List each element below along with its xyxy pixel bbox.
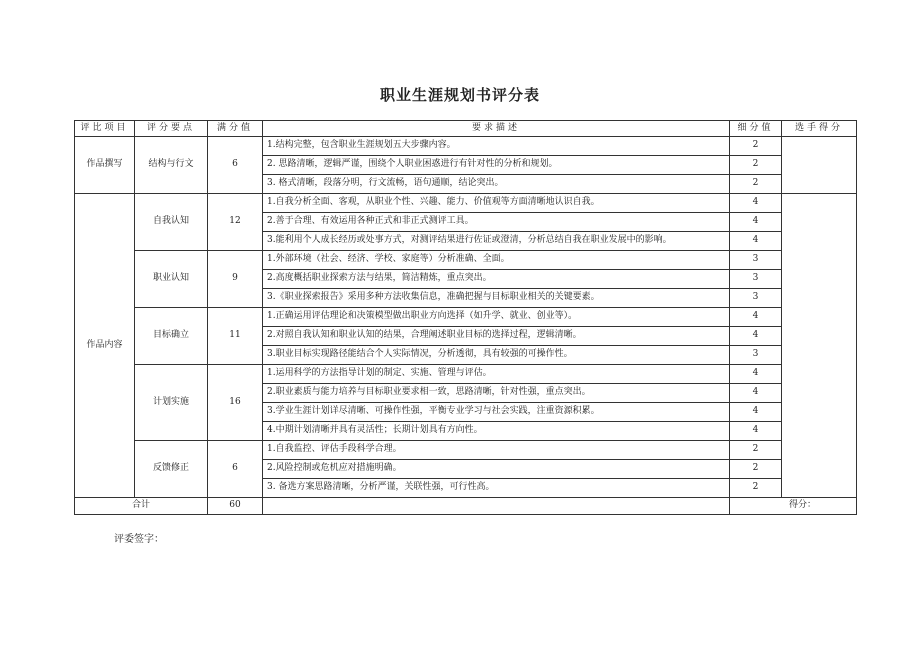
requirement-cell: 3. 备选方案思路清晰，分析严谨，关联性强，可行性高。	[263, 479, 730, 498]
table-row	[75, 308, 857, 327]
sub-score-cell: 2	[730, 156, 782, 175]
points-cell: 结构与行文	[135, 137, 208, 194]
requirement-cell: 3.能利用个人成长经历或处事方式，对测评结果进行佐证或澄清，分析总结自我在职业发展中的影响。	[263, 232, 730, 251]
sub-score-cell: 4	[730, 403, 782, 422]
sub-score-cell: 3	[730, 270, 782, 289]
table-row	[75, 137, 857, 156]
requirement-cell: 1.自我监控、评估手段科学合理。	[263, 441, 730, 460]
points-cell: 职业认知	[135, 251, 208, 308]
total-label: 合计	[75, 498, 208, 515]
requirement-cell: 3. 格式清晰，段落分明，行文流畅，语句通顺，结论突出。	[263, 175, 730, 194]
sub-score-cell: 4	[730, 327, 782, 346]
header-requirement: 要求描述	[263, 121, 730, 137]
header-player-score: 选手得分	[782, 121, 857, 137]
sub-score-cell: 4	[730, 308, 782, 327]
score-table	[74, 120, 857, 515]
points-cell: 计划实施	[135, 365, 208, 441]
sub-score-cell: 4	[730, 232, 782, 251]
requirement-cell: 2.善于合理、有效运用各种正式和非正式测评工具。	[263, 213, 730, 232]
project-cell: 作品撰写	[75, 137, 135, 194]
total-row	[75, 498, 857, 515]
sub-score-cell: 3	[730, 346, 782, 365]
sub-score-cell: 3	[730, 251, 782, 270]
table-row	[75, 194, 857, 213]
header-project: 评比项目	[75, 121, 135, 137]
total-blank	[263, 498, 730, 515]
total-value: 60	[208, 498, 263, 515]
full-score-cell: 6	[208, 137, 263, 194]
full-score-cell: 11	[208, 308, 263, 365]
sub-score-cell: 3	[730, 289, 782, 308]
requirement-cell: 1.自我分析全面、客观，从职业个性、兴趣、能力、价值观等方面清晰地认识自我。	[263, 194, 730, 213]
project-cell: 作品内容	[75, 194, 135, 498]
requirement-cell: 2.风险控制或危机应对措施明确。	[263, 460, 730, 479]
sub-score-cell: 2	[730, 175, 782, 194]
requirement-cell: 3.学业生涯计划详尽清晰、可操作性强，平衡专业学习与社会实践，注重资源积累。	[263, 403, 730, 422]
requirement-cell: 2.高度概括职业探索方法与结果，简洁精炼，重点突出。	[263, 270, 730, 289]
requirement-cell: 1.正确运用评估理论和决策模型做出职业方向选择（如升学、就业、创业等）。	[263, 308, 730, 327]
header-full-score: 满分值	[208, 121, 263, 137]
player-score-cell[interactable]	[782, 137, 857, 194]
sub-score-cell: 4	[730, 365, 782, 384]
full-score-cell: 9	[208, 251, 263, 308]
requirement-cell: 2.职业素质与能力培养与目标职业要求相一致，思路清晰，针对性强，重点突出。	[263, 384, 730, 403]
points-cell: 反馈修正	[135, 441, 208, 498]
sub-score-cell: 4	[730, 213, 782, 232]
page-title: 职业生涯规划书评分表	[379, 86, 540, 104]
sub-score-cell: 2	[730, 479, 782, 498]
requirement-cell: 3.《职业探索报告》采用多种方法收集信息，准确把握与目标职业相关的关键要素。	[263, 289, 730, 308]
header-points: 评分要点	[135, 121, 208, 137]
full-score-cell: 6	[208, 441, 263, 498]
points-cell: 自我认知	[135, 194, 208, 251]
header-row	[75, 121, 857, 137]
score-table-body	[75, 121, 857, 515]
sub-score-cell: 2	[730, 460, 782, 479]
score-label[interactable]: 得分：	[730, 498, 857, 515]
requirement-cell: 4.中期计划清晰并具有灵活性；长期计划具有方向性。	[263, 422, 730, 441]
table-row	[75, 441, 857, 460]
requirement-cell: 2. 思路清晰，逻辑严谨，围绕个人职业困惑进行有针对性的分析和规划。	[263, 156, 730, 175]
requirement-cell: 1.运用科学的方法指导计划的制定、实施、管理与评估。	[263, 365, 730, 384]
requirement-cell: 1.外部环境（社会、经济、学校、家庭等）分析准确、全面。	[263, 251, 730, 270]
requirement-cell: 2.对照自我认知和职业认知的结果，合理阐述职业目标的选择过程，逻辑清晰。	[263, 327, 730, 346]
sub-score-cell: 2	[730, 441, 782, 460]
table-row	[75, 251, 857, 270]
header-sub-score: 细分值	[730, 121, 782, 137]
requirement-cell: 1.结构完整，包含职业生涯规划五大步骤内容。	[263, 137, 730, 156]
sub-score-cell: 4	[730, 422, 782, 441]
player-score-cell[interactable]	[782, 194, 857, 498]
sub-score-cell: 4	[730, 194, 782, 213]
sub-score-cell: 2	[730, 137, 782, 156]
points-cell: 目标确立	[135, 308, 208, 365]
full-score-cell: 12	[208, 194, 263, 251]
judge-signature[interactable]: 评委签字：	[114, 534, 164, 545]
requirement-cell: 3.职业目标实现路径能结合个人实际情况，分析透彻，具有较强的可操作性。	[263, 346, 730, 365]
table-row	[75, 365, 857, 384]
full-score-cell: 16	[208, 365, 263, 441]
sub-score-cell: 4	[730, 384, 782, 403]
